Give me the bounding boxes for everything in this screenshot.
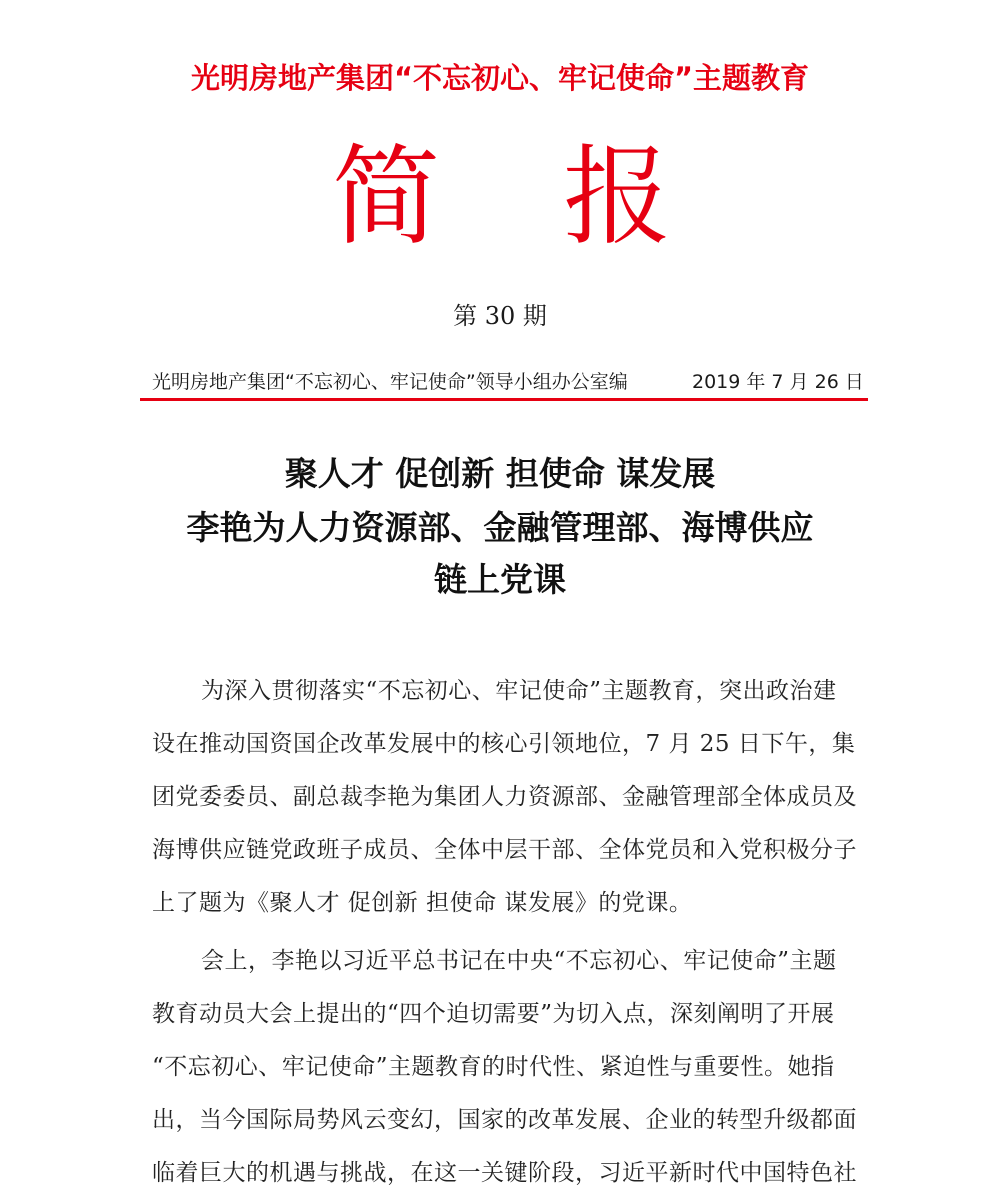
issue-date: 2019 年 7 月 26 日 [692, 371, 864, 393]
masthead [0, 135, 1000, 260]
issuer-line [152, 367, 864, 394]
red-divider [140, 398, 868, 401]
masthead-char-bao: 报 [563, 135, 672, 260]
organization-title: 光明房地产集团“不忘初心、牢记使命”主题教育 [190, 61, 810, 95]
body-line-6: 会上，李艳以习近平总书记在中央“不忘初心、牢记使命”主题 [201, 948, 837, 974]
body-line-10: 临着巨大的机遇与挑战，在这一关键阶段，习近平新时代中国特色社 [152, 1160, 857, 1186]
body-line-1: 为深入贯彻落实“不忘初心、牢记使命”主题教育，突出政治建 [201, 678, 837, 704]
issuer-name: 光明房地产集团“不忘初心、牢记使命”领导小组办公室编 [152, 371, 628, 393]
masthead-char-jian: 简 [332, 135, 441, 260]
headline-line-1: 聚人才 促创新 担使命 谋发展 [284, 454, 716, 493]
headline-line-2: 李艳为人力资源部、金融管理部、海博供应 [186, 508, 814, 547]
issue-number: 第 30 期 [453, 302, 547, 330]
body-line-7: 教育动员大会上提出的“四个迫切需要”为切入点，深刻阐明了开展 [152, 1001, 835, 1027]
body-line-3: 团党委委员、副总裁李艳为集团人力资源部、金融管理部全体成员及 [152, 784, 857, 810]
body-line-9: 出，当今国际局势风云变幻，国家的改革发展、企业的转型升级都面 [152, 1107, 857, 1133]
body-line-2: 设在推动国资国企改革发展中的核心引领地位，7 月 25 日下午，集 [152, 731, 856, 757]
body-line-5: 上了题为《聚人才 促创新 担使命 谋发展》的党课。 [152, 890, 693, 916]
body-line-8: “不忘初心、牢记使命”主题教育的时代性、紧迫性与重要性。她指 [152, 1054, 835, 1080]
headline-line-3: 链上党课 [434, 560, 566, 599]
body-line-4: 海博供应链党政班子成员、全体中层干部、全体党员和入党积极分子 [152, 837, 857, 863]
